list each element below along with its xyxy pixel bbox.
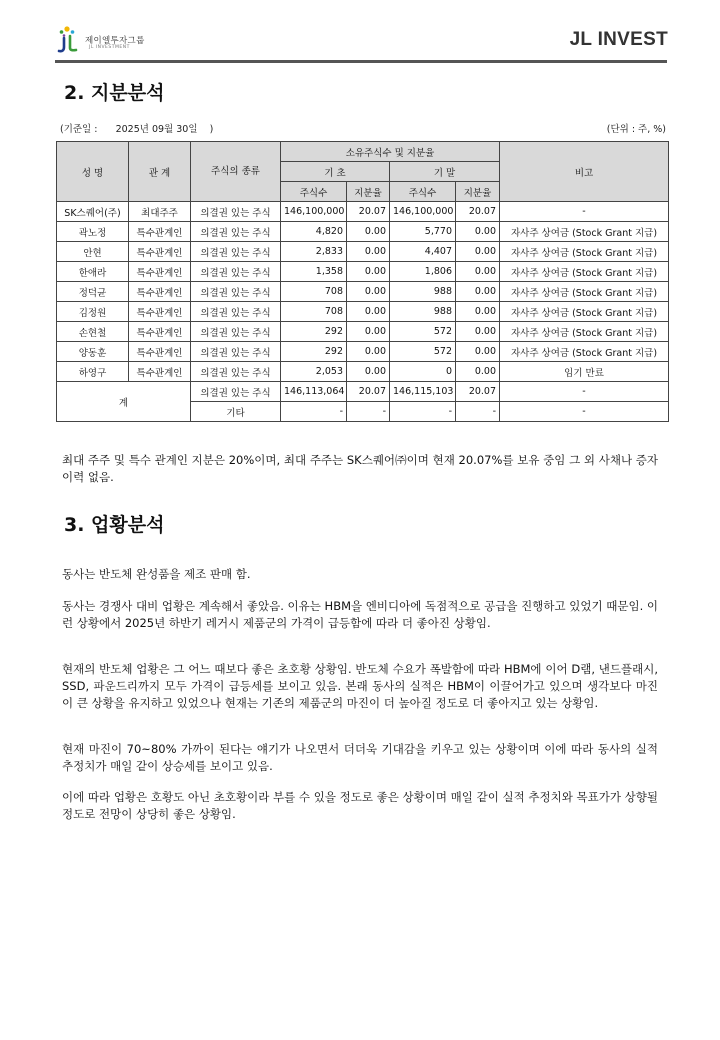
cell-begin-ratio: 0.00	[347, 362, 390, 382]
table-row	[57, 222, 669, 242]
cell-type: 의결권 있는 주식	[191, 382, 281, 402]
cell-name: 양동훈	[57, 342, 129, 362]
cell-end-ratio: 0.00	[456, 242, 500, 262]
table-row	[57, 342, 669, 362]
cell-begin-ratio: -	[347, 402, 390, 422]
cell-note: 자사주 상여금 (Stock Grant 지급)	[500, 262, 669, 282]
table-row	[57, 202, 669, 222]
cell-begin-ratio: 0.00	[347, 242, 390, 262]
cell-note: 자사주 상여금 (Stock Grant 지급)	[500, 322, 669, 342]
cell-end-ratio: 0.00	[456, 262, 500, 282]
cell-end-ratio: 0.00	[456, 302, 500, 322]
cell-name: SK스퀘어(주)	[57, 202, 129, 222]
cell-note: -	[500, 202, 669, 222]
cell-begin-ratio: 0.00	[347, 302, 390, 322]
cell-note: 자사주 상여금 (Stock Grant 지급)	[500, 342, 669, 362]
table-row	[57, 282, 669, 302]
cell-type: 의결권 있는 주식	[191, 222, 281, 242]
table-row	[57, 302, 669, 322]
cell-type: 의결권 있는 주식	[191, 362, 281, 382]
cell-end-shares: 146,115,103	[390, 382, 456, 402]
company-logo	[53, 24, 163, 54]
cell-end-shares: 5,770	[390, 222, 456, 242]
table-row	[57, 362, 669, 382]
header-end-shares: 주식수	[390, 182, 456, 202]
paragraph: 이에 따라 업황은 호황도 아닌 초호황이라 부를 수 있을 정도로 좋은 상황이며 매일 같이 실적 추정치와 목표가가 상향될 정도로 전망이 상당히 좋은 상황임.	[62, 790, 658, 821]
section-title-industry: 3. 업황분석	[64, 514, 165, 536]
cell-begin-ratio: 0.00	[347, 322, 390, 342]
base-date: (기준일 : 2025년 09월 30일 )	[60, 124, 214, 135]
logo-mark-icon	[53, 24, 83, 54]
cell-begin-ratio: 0.00	[347, 342, 390, 362]
cell-end-shares: -	[390, 402, 456, 422]
ownership-table	[56, 141, 669, 422]
cell-relation: 특수관계인	[129, 322, 191, 342]
cell-end-ratio: 0.00	[456, 222, 500, 242]
cell-type: 기타	[191, 402, 281, 422]
cell-name: 한애라	[57, 262, 129, 282]
cell-begin-shares: 4,820	[281, 222, 347, 242]
cell-end-ratio: 20.07	[456, 202, 500, 222]
cell-begin-ratio: 0.00	[347, 222, 390, 242]
header-ending: 기 말	[390, 162, 500, 182]
header-beginning: 기 초	[281, 162, 390, 182]
cell-type: 의결권 있는 주식	[191, 202, 281, 222]
ownership-summary: 최대 주주 및 특수 관계인 지분은 20%이며, 최대 주주는 SK스퀘어㈜이며 현재 20.07%를 보유 중임 그 외 사채나 증자 이력 없음.	[62, 453, 658, 484]
cell-begin-ratio: 20.07	[347, 382, 390, 402]
brand-name: JL INVEST	[569, 29, 668, 50]
cell-end-ratio: 0.00	[456, 362, 500, 382]
header-note: 비고	[500, 142, 669, 202]
paragraph: 현재 마진이 70~80% 가까이 된다는 얘기가 나오면서 더더욱 기대감을 키우고 있는 상황이며 이에 따라 동사의 실적 추정치가 매일 같이 상승세를 보이고 있음.	[62, 742, 658, 773]
header-divider	[55, 60, 667, 63]
page-header	[0, 0, 720, 66]
cell-relation: 특수관계인	[129, 362, 191, 382]
cell-begin-shares: 2,833	[281, 242, 347, 262]
cell-relation: 특수관계인	[129, 342, 191, 362]
cell-relation: 특수관계인	[129, 222, 191, 242]
cell-name: 안현	[57, 242, 129, 262]
paragraph: 현재의 반도체 업황은 그 어느 때보다 좋은 초호황 상황임. 반도체 수요가 폭발함에 따라 HBM에 이어 D램, 낸드플래시, SSD, 파운드리까지 모두 가격이 급등세를 보이고 있음. 본래 동사의 실적은 HBM이 이끌어가고 있으며 생각보다 마진이 큰 상황을 유지하고 있었으나 현재는 기존의 제품군의 마진이 더 높아질 정도로 더 좋아지고 있는 상황임.	[62, 662, 658, 710]
cell-begin-shares: 146,113,064	[281, 382, 347, 402]
unit-label: (단위 : 주, %)	[606, 124, 666, 135]
cell-note: 자사주 상여금 (Stock Grant 지급)	[500, 282, 669, 302]
header-stock-type: 주식의 종류	[191, 142, 281, 202]
cell-type: 의결권 있는 주식	[191, 302, 281, 322]
cell-relation: 특수관계인	[129, 302, 191, 322]
cell-end-shares: 988	[390, 282, 456, 302]
logo-text: 제이엘투자그룹	[85, 36, 145, 46]
cell-note: -	[500, 402, 669, 422]
cell-begin-ratio: 0.00	[347, 262, 390, 282]
cell-type: 의결권 있는 주식	[191, 262, 281, 282]
cell-note: -	[500, 382, 669, 402]
cell-note: 자사주 상여금 (Stock Grant 지급)	[500, 242, 669, 262]
table-total-row	[57, 382, 669, 402]
cell-end-ratio: -	[456, 402, 500, 422]
cell-end-shares: 1,806	[390, 262, 456, 282]
header-begin-ratio: 지분율	[347, 182, 390, 202]
cell-end-shares: 146,100,000	[390, 202, 456, 222]
cell-note: 자사주 상여금 (Stock Grant 지급)	[500, 222, 669, 242]
cell-relation: 특수관계인	[129, 282, 191, 302]
cell-begin-ratio: 20.07	[347, 202, 390, 222]
cell-end-shares: 4,407	[390, 242, 456, 262]
cell-begin-shares: 292	[281, 322, 347, 342]
total-label: 계	[57, 382, 191, 422]
cell-begin-shares: 708	[281, 302, 347, 322]
cell-begin-ratio: 0.00	[347, 282, 390, 302]
cell-end-ratio: 20.07	[456, 382, 500, 402]
cell-name: 김정원	[57, 302, 129, 322]
cell-end-shares: 572	[390, 322, 456, 342]
cell-type: 의결권 있는 주식	[191, 242, 281, 262]
cell-name: 손현철	[57, 322, 129, 342]
header-holdings: 소유주식수 및 지분율	[281, 142, 500, 162]
cell-name: 하영구	[57, 362, 129, 382]
cell-type: 의결권 있는 주식	[191, 322, 281, 342]
cell-end-ratio: 0.00	[456, 342, 500, 362]
header-end-ratio: 지분율	[456, 182, 500, 202]
cell-name: 곽노정	[57, 222, 129, 242]
cell-begin-shares: 292	[281, 342, 347, 362]
header-begin-shares: 주식수	[281, 182, 347, 202]
cell-end-ratio: 0.00	[456, 282, 500, 302]
paragraph: 동사는 경쟁사 대비 업황은 계속해서 좋았음. 이유는 HBM을 엔비디아에 독점적으로 공급을 진행하고 있었기 때문임. 이런 상황에서 2025년 하반기 레거시 제품군의 가격이 급등함에 따라 더 좋아진 상황임.	[62, 599, 658, 630]
table-row	[57, 262, 669, 282]
cell-relation: 최대주주	[129, 202, 191, 222]
cell-begin-shares: 1,358	[281, 262, 347, 282]
paragraph: 동사는 반도체 완성품을 제조 판매 함.	[62, 567, 251, 581]
header-name: 성 명	[57, 142, 129, 202]
logo-subtext: JL INVESTMENT	[89, 45, 130, 50]
cell-note: 자사주 상여금 (Stock Grant 지급)	[500, 302, 669, 322]
table-row	[57, 242, 669, 262]
cell-begin-shares: 146,100,000	[281, 202, 347, 222]
cell-relation: 특수관계인	[129, 242, 191, 262]
cell-end-shares: 988	[390, 302, 456, 322]
cell-end-shares: 572	[390, 342, 456, 362]
cell-end-ratio: 0.00	[456, 322, 500, 342]
cell-name: 정덕균	[57, 282, 129, 302]
cell-begin-shares: 2,053	[281, 362, 347, 382]
table-row	[57, 322, 669, 342]
header-relation: 관 계	[129, 142, 191, 202]
cell-note: 임기 만료	[500, 362, 669, 382]
cell-end-shares: 0	[390, 362, 456, 382]
cell-relation: 특수관계인	[129, 262, 191, 282]
cell-begin-shares: 708	[281, 282, 347, 302]
cell-begin-shares: -	[281, 402, 347, 422]
cell-type: 의결권 있는 주식	[191, 282, 281, 302]
cell-type: 의결권 있는 주식	[191, 342, 281, 362]
section-title-ownership: 2. 지분분석	[64, 82, 165, 104]
